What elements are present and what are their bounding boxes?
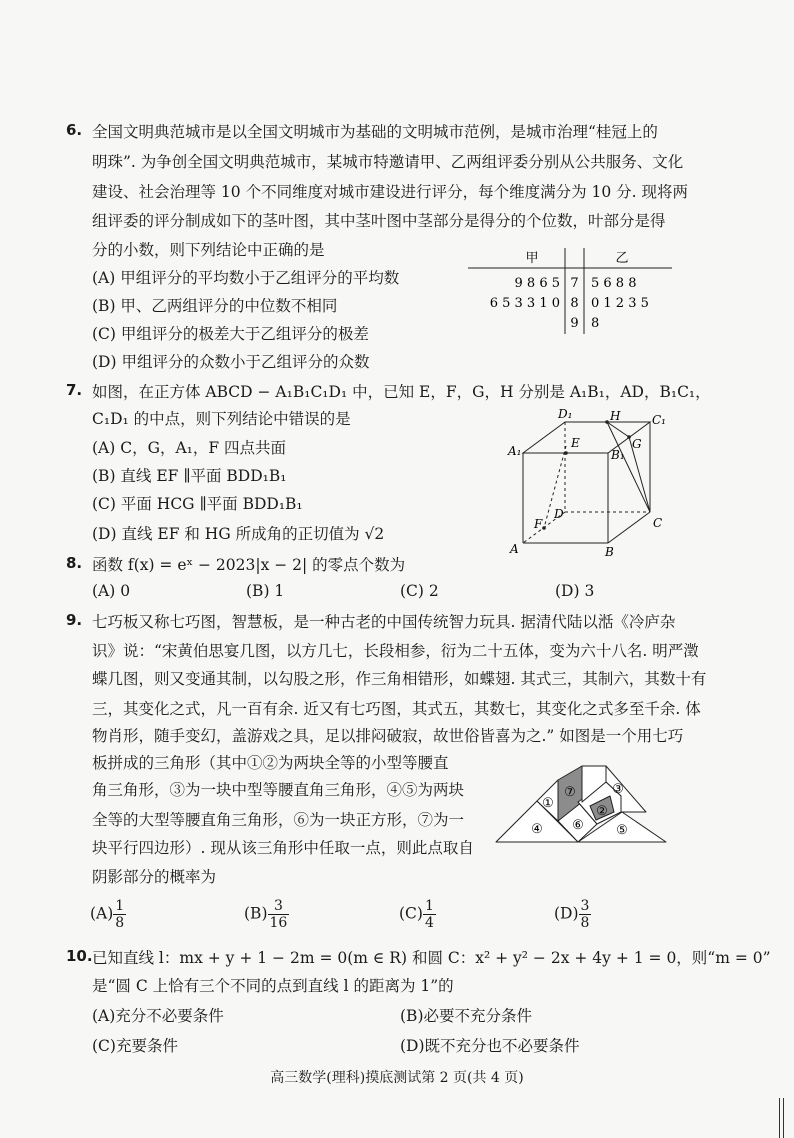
cube-label-g: G	[632, 437, 642, 451]
q9-line-7: 角三角形，③为一块中型等腰直角三角形，④⑤为两块	[92, 781, 465, 799]
q9-line-1: 七巧板又称七巧图，智慧板，是一种古老的中国传统智力玩具. 据清代陆以湉《冷庐杂	[92, 613, 676, 631]
cube-label-e: E	[571, 436, 580, 450]
q9-option-d-label: (D)	[554, 904, 579, 923]
q9-option-c-fraction	[423, 898, 436, 931]
q9-option-d	[554, 898, 591, 931]
q9-option-c-label: (C)	[399, 904, 423, 923]
q9-option-b	[244, 898, 289, 931]
q8-option-b: (B) 1	[246, 582, 285, 600]
stem-leaf-plot	[460, 246, 690, 338]
q7-number: 7.	[66, 381, 83, 399]
stem-leaf-row-1-left: 9 8 6 5	[514, 276, 560, 291]
q10-option-d: (D)既不充分也不必要条件	[400, 1037, 580, 1055]
tangram-label-6: ⑥	[572, 818, 584, 833]
q10-option-c: (C)充要条件	[92, 1037, 178, 1055]
q7-option-b: (B) 直线 EF ∥平面 BDD₁B₁	[92, 467, 287, 485]
q6-line-1: 全国文明典范城市是以全国文明城市为基础的文明城市范例，是城市治理“桂冠上的	[92, 123, 658, 141]
q9-option-d-numerator: 3	[580, 898, 590, 914]
q9-line-5: 物肖形，随手变幻，盖游戏之具，足以排闷破寂，故世俗皆喜为之.” 如图是一个用七巧	[92, 727, 684, 745]
q9-option-a	[90, 898, 126, 931]
q9-number: 9.	[66, 611, 83, 629]
q9-option-a-fraction	[113, 898, 126, 931]
q9-option-b-denominator: 16	[269, 915, 288, 931]
q10-option-a: (A)充分不必要条件	[92, 1007, 224, 1025]
cube-label-a: A	[510, 542, 519, 556]
q8-number: 8.	[66, 554, 83, 572]
stem-leaf-row-3-right: 8	[591, 316, 600, 331]
stem-leaf-row-1-stem: 7	[570, 276, 579, 291]
q9-line-9: 块平行四边形）. 现从该三角形中任取一点，则此点取自	[92, 839, 474, 857]
tangram-label-4: ④	[531, 822, 543, 837]
q6-option-b: (B) 甲、乙两组评分的中位数不相同	[92, 297, 338, 315]
cube-label-a1: A₁	[508, 444, 522, 458]
cube-label-d1: D₁	[558, 408, 573, 421]
q9-option-c	[399, 898, 436, 931]
tangram-label-3: ③	[612, 782, 624, 797]
q10-number: 10.	[66, 947, 93, 965]
q7-line-2: C₁D₁ 的中点，则下列结论中错误的是	[92, 410, 351, 428]
q8-option-a: (A) 0	[92, 582, 131, 600]
q7-option-c: (C) 平面 HCG ∥平面 BDD₁B₁	[92, 495, 303, 513]
q9-line-4: 三，其变化之式，凡一百有余. 近又有七巧图，其式五，其数七，其变化之式多至千余. 体	[92, 700, 701, 718]
cube-label-b: B	[605, 545, 614, 559]
tangram-label-5: ⑤	[616, 823, 628, 838]
cube-label-h: H	[610, 409, 621, 423]
q8-option-c: (C) 2	[400, 582, 439, 600]
q6-line-2: 明珠”. 为争创全国文明典范城市，某城市特邀请甲、乙两组评委分别从公共服务、文化	[92, 153, 684, 171]
q9-line-2: 识》说：“宋黄伯思宴几图，以方几七，长段相参，衍为二十五体，变为六十八名. 明严澂	[92, 642, 699, 660]
cube-label-c: C	[653, 516, 663, 530]
cube-label-c1: C₁	[652, 413, 666, 427]
q6-option-a: (A) 甲组评分的平均数小于乙组评分的平均数	[92, 269, 400, 287]
tangram-label-1: ①	[542, 796, 554, 811]
q6-line-4: 组评委的评分制成如下的茎叶图，其中茎叶图中茎部分是得分的个位数，叶部分是得	[92, 212, 666, 230]
stem-leaf-row-1-right: 5 6 8 8	[591, 276, 637, 291]
q9-line-10: 阴影部分的概率为	[92, 868, 217, 886]
q7-option-a: (A) C，G，A₁，F 四点共面	[92, 439, 287, 457]
stem-leaf-row-2-stem: 8	[570, 296, 579, 311]
cube-label-f: F	[534, 517, 543, 531]
q7-option-d: (D) 直线 EF 和 HG 所成角的正切值为 √2	[92, 525, 385, 543]
q8-stem: 函数 f(x) = eˣ − 2023|x − 2| 的零点个数为	[92, 556, 406, 574]
stem-leaf-left-header: 甲	[525, 251, 539, 266]
q7-line-1: 如图，在正方体 ABCD − A₁B₁C₁D₁ 中，已知 E，F，G，H 分别是 A₁B₁，AD，B₁C₁，	[92, 383, 711, 401]
q9-option-a-numerator: 1	[115, 898, 125, 914]
q9-option-c-numerator: 1	[424, 898, 434, 914]
stem-leaf-row-2-right: 0 1 2 3 5	[591, 296, 649, 311]
q10-line-2: 是“圆 C 上恰有三个不同的点到直线 l 的距离为 1”的	[92, 977, 454, 995]
page-footer: 高三数学(理科)摸底测试第 2 页(共 4 页)	[270, 1070, 524, 1086]
binding-edge	[779, 1098, 784, 1138]
cube-figure	[500, 408, 680, 560]
q10-line-1: 已知直线 l：mx + y + 1 − 2m = 0(m ∈ R) 和圆 C：x² + y² − 2x + 4y + 1 = 0，则“m = 0”	[92, 949, 771, 967]
q9-option-c-denominator: 4	[424, 915, 434, 931]
q9-line-6: 板拼成的三角形（其中①②为两块全等的小型等腰直	[92, 754, 449, 772]
q6-line-3: 建设、社会治理等 10 个不同维度对城市建设进行评分，每个维度满分为 10 分. 现将两	[92, 183, 689, 201]
q6-option-d: (D) 甲组评分的众数小于乙组评分的众数	[92, 353, 370, 371]
cube-label-d: D	[554, 507, 564, 521]
cube-label-b1: B₁	[611, 448, 625, 462]
tangram-label-7: ⑦	[564, 785, 576, 800]
q9-option-a-label: (A)	[90, 904, 114, 923]
q6-option-c: (C) 甲组评分的极差大于乙组评分的极差	[92, 325, 369, 343]
q9-option-d-fraction	[579, 898, 592, 931]
stem-leaf-right-header: 乙	[615, 251, 629, 266]
q9-line-3: 蝶几图，则又变通其制，以勾股之形，作三角相错形，如蝶翅. 其式三，其制六，其数十有	[92, 670, 707, 688]
q9-option-b-numerator: 3	[268, 898, 290, 915]
tangram-label-2: ②	[596, 804, 608, 819]
tangram-figure	[490, 760, 674, 846]
q9-line-8: 全等的大型等腰直角三角形，⑥为一块正方形，⑦为一	[92, 811, 465, 829]
q9-option-b-fraction	[268, 898, 290, 931]
stem-leaf-row-2-left: 6 5 3 3 1 0	[489, 296, 560, 311]
q6-line-5: 分的小数，则下列结论中正确的是	[92, 241, 325, 259]
q8-option-d: (D) 3	[555, 582, 595, 600]
q9-option-a-denominator: 8	[115, 915, 125, 931]
q6-number: 6.	[66, 121, 83, 139]
q9-option-b-label: (B)	[244, 904, 268, 923]
q10-option-b: (B)必要不充分条件	[400, 1007, 532, 1025]
q9-option-d-denominator: 8	[580, 915, 590, 931]
stem-leaf-row-3-stem: 9	[570, 316, 579, 331]
